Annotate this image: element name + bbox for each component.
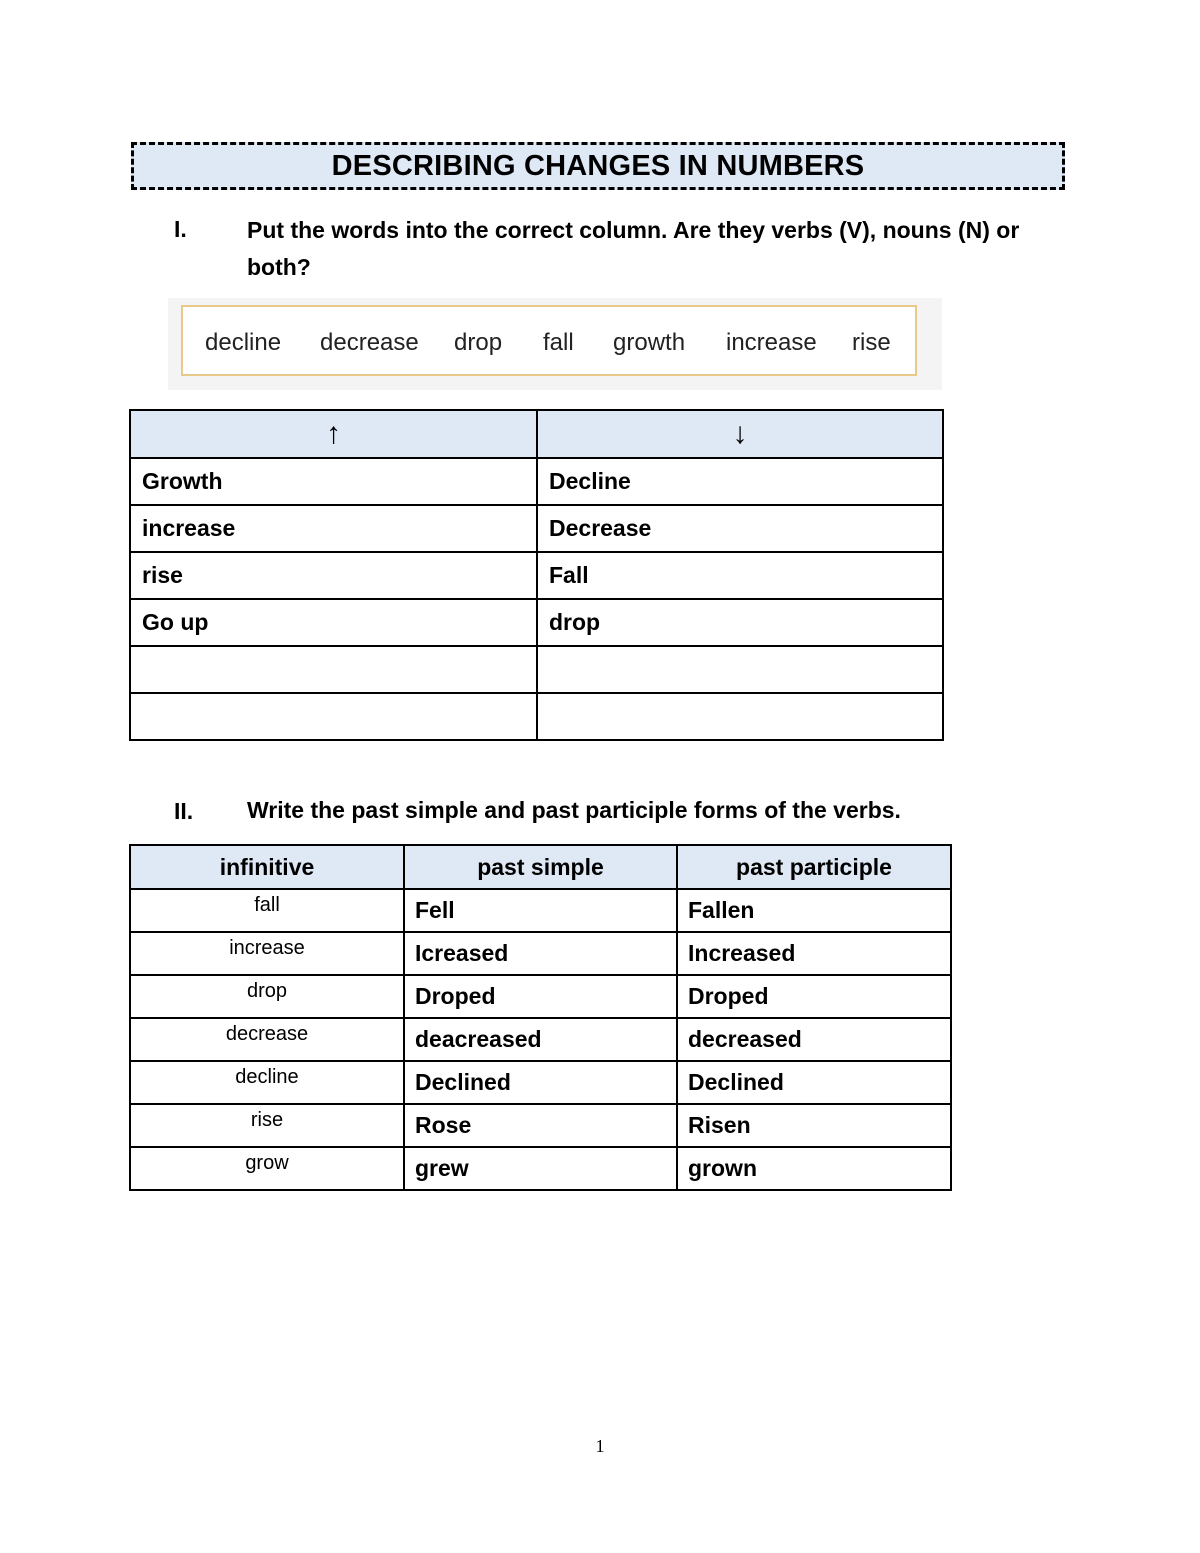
table-row xyxy=(130,1018,951,1061)
table-row xyxy=(130,1147,951,1190)
past-simple-cell: Droped xyxy=(404,975,677,1018)
word-bank-item: decrease xyxy=(320,329,419,356)
section2-instruction: Write the past simple and past participle forms of the verbs. xyxy=(247,797,901,823)
verb-forms-table xyxy=(129,844,952,1191)
infinitive-cell: fall xyxy=(130,889,404,932)
word-bank-item: drop xyxy=(454,329,503,356)
table-cell xyxy=(130,693,537,740)
section1-instruction-line1: Put the words into the correct column. Are they verbs (V), nouns (N) or xyxy=(247,217,1020,243)
title-box xyxy=(131,142,1065,190)
past-simple-cell: Rose xyxy=(404,1104,677,1147)
infinitive-cell: rise xyxy=(130,1104,404,1147)
column-header: past participle xyxy=(677,845,951,889)
table-cell: Decline xyxy=(537,458,943,505)
table-cell: Decrease xyxy=(537,505,943,552)
past-simple-cell: Icreased xyxy=(404,932,677,975)
table-cell xyxy=(537,693,943,740)
infinitive-cell: decline xyxy=(130,1061,404,1104)
table-cell xyxy=(537,646,943,693)
past-participle-cell: Droped xyxy=(677,975,951,1018)
word-bank xyxy=(181,305,917,376)
past-simple-cell: Fell xyxy=(404,889,677,932)
column-header: past simple xyxy=(404,845,677,889)
word-bank-item: increase xyxy=(726,329,817,356)
past-simple-cell: deacreased xyxy=(404,1018,677,1061)
table-header-row xyxy=(130,410,943,458)
table-row xyxy=(130,975,951,1018)
past-simple-cell: grew xyxy=(404,1147,677,1190)
table-cell: drop xyxy=(537,599,943,646)
table-row xyxy=(130,693,943,740)
table-cell: rise xyxy=(130,552,537,599)
word-bank-item: rise xyxy=(852,329,891,356)
past-participle-cell: Fallen xyxy=(677,889,951,932)
section1-instruction-line2: both? xyxy=(247,254,311,280)
table-cell: Growth xyxy=(130,458,537,505)
table-row xyxy=(130,458,943,505)
page-number: 1 xyxy=(595,1436,605,1456)
word-bank-item: decline xyxy=(205,329,282,356)
column-header: infinitive xyxy=(130,845,404,889)
infinitive-cell: grow xyxy=(130,1147,404,1190)
table-cell: Go up xyxy=(130,599,537,646)
word-bank-item: growth xyxy=(613,329,686,356)
table-row xyxy=(130,599,943,646)
table-row xyxy=(130,889,951,932)
table-row xyxy=(130,646,943,693)
section1-number: I. xyxy=(174,216,187,242)
past-participle-cell: grown xyxy=(677,1147,951,1190)
table-row xyxy=(130,552,943,599)
section2-number: II. xyxy=(174,798,194,824)
past-participle-cell: Risen xyxy=(677,1104,951,1147)
infinitive-cell: drop xyxy=(130,975,404,1018)
page-title: DESCRIBING CHANGES IN NUMBERS xyxy=(331,149,865,182)
table-cell: Fall xyxy=(537,552,943,599)
infinitive-cell: increase xyxy=(130,932,404,975)
past-participle-cell: Declined xyxy=(677,1061,951,1104)
table-row xyxy=(130,932,951,975)
up-down-table xyxy=(129,409,944,741)
table-header-row xyxy=(130,845,951,889)
past-simple-cell: Declined xyxy=(404,1061,677,1104)
word-bank-item: fall xyxy=(543,329,574,356)
table-cell: increase xyxy=(130,505,537,552)
infinitive-cell: decrease xyxy=(130,1018,404,1061)
table-cell xyxy=(130,646,537,693)
table-row xyxy=(130,1104,951,1147)
past-participle-cell: Increased xyxy=(677,932,951,975)
table-row xyxy=(130,505,943,552)
past-participle-cell: decreased xyxy=(677,1018,951,1061)
table-row xyxy=(130,1061,951,1104)
up-arrow-icon: ↑ xyxy=(130,410,537,458)
down-arrow-icon: ↓ xyxy=(537,410,943,458)
